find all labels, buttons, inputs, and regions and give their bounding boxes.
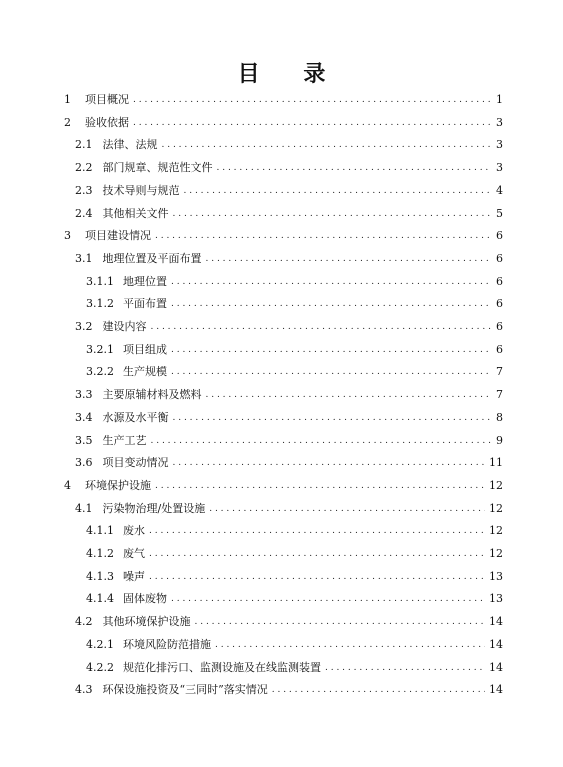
toc-dot-leader	[171, 297, 492, 311]
toc-entry-title: 环境风险防范措施	[123, 637, 211, 651]
toc-entry-title: 项目建设情况	[85, 229, 151, 243]
toc-dot-leader	[272, 683, 485, 697]
toc-entry-page: 12	[489, 478, 503, 492]
toc-dot-leader	[149, 547, 485, 561]
toc-entry-title: 生产工艺	[102, 433, 147, 447]
toc-dot-leader	[206, 388, 493, 402]
toc-entry-number: 3.3	[75, 388, 93, 402]
toc-entry-page: 5	[496, 206, 503, 220]
toc-dot-leader	[162, 138, 493, 152]
toc-entry-title: 废气	[123, 547, 145, 560]
toc-entry-page: 3	[496, 115, 503, 129]
toc-entry-page: 6	[496, 251, 503, 265]
toc-entry-page: 14	[489, 683, 503, 697]
toc-entry[interactable]	[86, 634, 503, 656]
toc-entry-number: 4.1.2	[86, 547, 114, 560]
toc-entry-number: 2.4	[75, 206, 93, 220]
toc-entry-number: 4.2	[75, 615, 93, 629]
toc-entry-number: 2	[64, 115, 71, 129]
toc-entry-number: 4.2.1	[86, 637, 114, 651]
toc-entry-page: 6	[496, 229, 503, 243]
toc-entry-title: 技术导则与规范	[102, 183, 180, 197]
toc-entry[interactable]	[64, 89, 503, 111]
toc-entry-title: 地理位置	[123, 274, 167, 288]
toc-entry[interactable]	[86, 339, 503, 361]
toc-entry-title: 环境保护设施	[85, 478, 151, 492]
toc-entry[interactable]	[75, 203, 503, 225]
toc-entry-page: 6	[496, 274, 503, 288]
toc-entry-title: 污染物治理/处置设施	[102, 501, 206, 515]
toc-entry-page: 14	[489, 637, 503, 651]
toc-entry[interactable]	[75, 157, 503, 179]
toc-dot-leader	[184, 184, 493, 198]
toc-entry-title: 噪声	[123, 569, 145, 583]
toc-entry-page: 4	[496, 183, 503, 197]
toc-dot-leader	[206, 252, 493, 266]
toc-dot-leader	[215, 638, 485, 652]
toc-dot-leader	[173, 411, 493, 425]
toc-entry-title: 验收依据	[85, 115, 129, 129]
toc-entry-title: 水源及水平衡	[102, 410, 169, 424]
toc-entry[interactable]	[75, 611, 503, 633]
toc-entry[interactable]	[75, 248, 503, 270]
toc-entry-title: 生产规模	[123, 365, 167, 379]
toc-dot-leader	[217, 161, 493, 175]
toc-entry-page: 8	[496, 410, 503, 424]
toc-entry[interactable]	[75, 498, 503, 520]
toc-entry-title: 项目概况	[85, 93, 129, 106]
toc-entry-title: 环保设施投资及“三同时”落实情况	[102, 683, 268, 697]
toc-entry[interactable]	[75, 407, 503, 429]
toc-entry-number: 3.1.2	[86, 297, 114, 311]
toc-entry[interactable]	[75, 452, 503, 474]
toc-entry-number: 2.2	[75, 161, 93, 175]
toc-entry-title: 其他相关文件	[102, 206, 169, 220]
toc-entry-page: 6	[496, 342, 503, 356]
toc-dot-leader	[195, 615, 486, 629]
toc-entry-page: 14	[489, 660, 503, 674]
toc-dot-leader	[171, 592, 485, 606]
toc-entry-number: 3.5	[75, 433, 93, 447]
toc-entry-title: 其他环境保护设施	[102, 615, 191, 629]
toc-entry[interactable]	[64, 112, 503, 134]
toc-entry[interactable]	[86, 271, 503, 293]
toc-entry[interactable]	[86, 520, 503, 542]
toc-entry-number: 2.1	[75, 138, 93, 152]
toc-entry[interactable]	[75, 679, 503, 701]
toc-entry-title: 平面布置	[123, 297, 167, 311]
toc-entry-number: 4.1.3	[86, 569, 114, 583]
toc-entry[interactable]	[64, 475, 503, 497]
toc-dot-leader	[173, 207, 493, 221]
toc-entry-page: 9	[496, 433, 503, 447]
toc-entry-page: 3	[496, 138, 503, 152]
toc-entry-number: 4.1.1	[86, 524, 114, 538]
toc-entry-page: 13	[489, 569, 503, 583]
toc-entry-number: 3.2	[75, 320, 93, 333]
toc-entry[interactable]	[64, 225, 503, 247]
toc-entry-title: 废水	[123, 524, 145, 538]
toc-entry-number: 4.1	[75, 501, 93, 515]
toc-entry[interactable]	[86, 361, 503, 383]
toc-entry-page: 6	[496, 297, 503, 311]
toc-dot-leader	[133, 116, 492, 130]
toc-entry-title: 部门规章、规范性文件	[102, 161, 213, 175]
toc-dot-leader	[149, 524, 485, 538]
toc-entry-page: 1	[496, 93, 503, 106]
toc-dot-leader	[173, 456, 486, 470]
toc-entry-page: 12	[489, 547, 503, 560]
toc-entry-page: 7	[496, 388, 503, 402]
toc-entry-page: 12	[489, 524, 503, 538]
toc-entry-page: 11	[489, 456, 503, 470]
toc-dot-leader	[171, 275, 492, 289]
toc-dot-leader	[133, 93, 492, 107]
toc-entry-title: 规范化排污口、监测设施及在线监测装置	[123, 660, 321, 674]
toc-entry-number: 3.4	[75, 410, 93, 424]
toc-entry-number: 3.1.1	[86, 274, 114, 288]
toc-dot-leader	[171, 365, 492, 379]
toc-entry-number: 4.2.2	[86, 660, 114, 674]
toc-entry-number: 2.3	[75, 183, 93, 197]
toc-entry[interactable]	[75, 384, 503, 406]
toc-entry-number: 4	[64, 478, 71, 492]
toc-entry[interactable]	[86, 588, 503, 610]
toc-entry-number: 4.3	[75, 683, 93, 697]
toc-entry-number: 3.1	[75, 251, 93, 265]
toc-dot-leader	[149, 570, 485, 584]
toc-entry[interactable]	[86, 566, 503, 588]
toc-entry-number: 4.1.4	[86, 592, 114, 606]
toc-entry[interactable]	[86, 293, 503, 315]
toc-entry-page: 3	[496, 161, 503, 175]
toc-dot-leader	[325, 661, 485, 675]
toc-dot-leader	[155, 479, 485, 493]
toc-entry-title: 主要原辅材料及燃料	[102, 388, 202, 402]
toc-entry[interactable]	[86, 543, 503, 565]
toc-entry-number: 3.6	[75, 456, 93, 470]
toc-entry-title: 地理位置及平面布置	[102, 251, 202, 265]
toc-entry[interactable]	[75, 134, 503, 156]
toc-entry-page: 12	[489, 501, 503, 515]
toc-entry[interactable]	[86, 657, 503, 679]
toc-dot-leader	[155, 229, 492, 243]
toc-entry-page: 13	[489, 592, 503, 606]
toc-entry[interactable]	[75, 180, 503, 202]
toc-dot-leader	[209, 502, 485, 516]
toc-entry-title: 项目组成	[123, 342, 167, 356]
toc-entry-number: 1	[64, 93, 71, 106]
toc-entry-title: 固体废物	[123, 592, 167, 606]
toc-entry-title: 项目变动情况	[102, 456, 169, 470]
toc-dot-leader	[151, 434, 493, 448]
toc-entry-title: 法律、法规	[102, 138, 158, 152]
toc-entry-page: 6	[496, 320, 503, 333]
toc-dot-leader	[171, 343, 492, 357]
toc-entry-number: 3.2.2	[86, 365, 114, 379]
toc-entry-page: 7	[496, 365, 503, 379]
toc-entry[interactable]	[75, 430, 503, 452]
toc-entry-number: 3	[64, 229, 71, 243]
toc-entry-number: 3.2.1	[86, 342, 114, 356]
toc-entry[interactable]	[75, 316, 503, 338]
toc-heading: 目 录	[237, 62, 344, 87]
toc-entry-page: 14	[489, 615, 503, 629]
toc-dot-leader	[151, 320, 493, 334]
toc-entry-title: 建设内容	[102, 320, 147, 333]
